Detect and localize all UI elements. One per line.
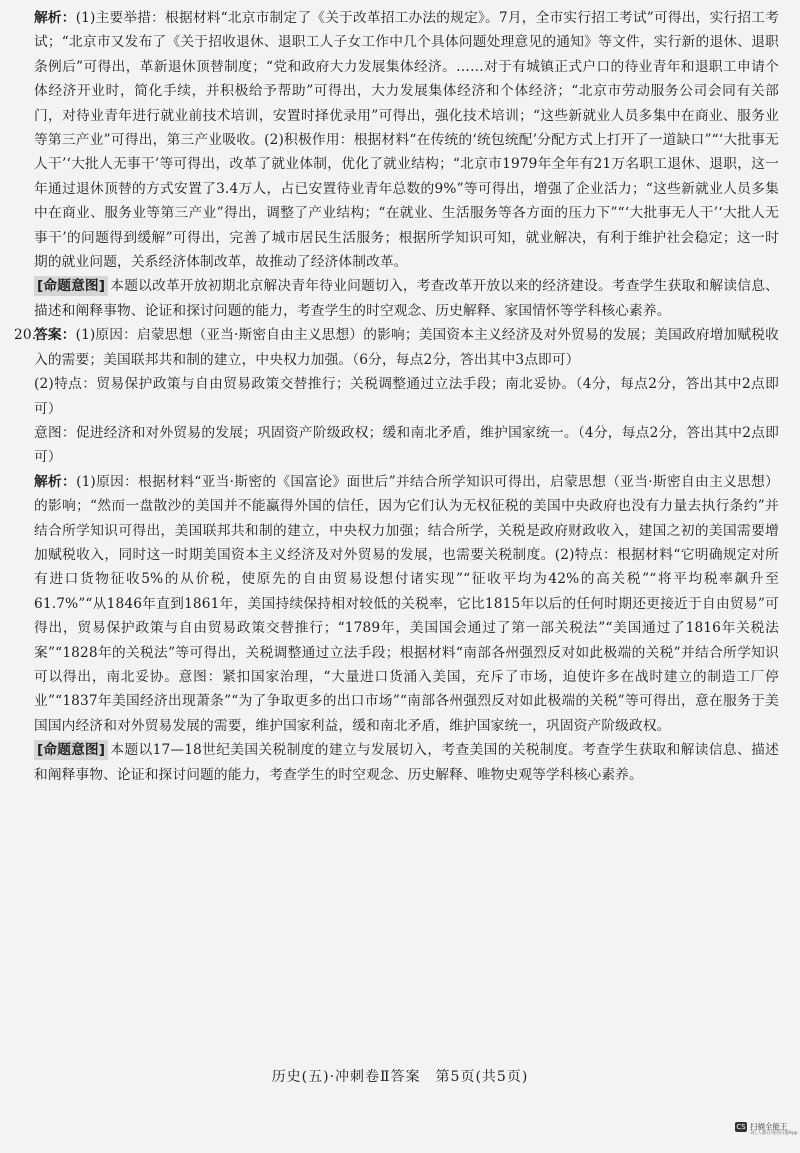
analysis-paragraph-19 — [34, 6, 779, 274]
analysis-label: 解析： — [34, 10, 76, 26]
answer-part-2: (2)特点：贸易保护政策与自由贸易政策交替推行；关税调整通过立法手段；南北妥协。（4分，每点2分，答出其中2点即可） — [34, 376, 779, 417]
scanner-name: 扫描全能王 — [750, 1122, 788, 1131]
scanner-logo-icon: CS — [736, 1123, 746, 1131]
scanner-subtitle: 3亿人都在用的扫描App — [750, 1131, 798, 1136]
page-footer: 历史(五)·冲刺卷Ⅱ答案 第5页(共5页) — [271, 1069, 529, 1085]
intent-label: [命题意图] — [34, 276, 108, 296]
intent-text: 本题以17—18世纪美国关税制度的建立与发展切入，考查美国的关税制度。考查学生获取和解读信息、描述和阐释事物、论证和探讨问题的能力，考查学生的时空观念、历史解释、唯物史观等学科核心素养。 — [34, 742, 779, 783]
answer-part-3: 意图：促进经济和对外贸易的发展；巩固资产阶级政权；缓和南北矛盾，维护国家统一。（4分，每点2分，答出其中2点即可） — [34, 424, 779, 466]
analysis-label: 解析： — [34, 473, 77, 490]
answer-part-1: (1)原因：启蒙思想（亚当·斯密自由主义思想）的影响；美国资本主义经济及对外贸易的发展；美国政府增加赋税收入的需要；美国联邦共和制的建立，中央权力加强。（6分，每点2分，答出其中3点即可） — [34, 327, 779, 368]
intent-label: [命题意图] — [34, 740, 108, 760]
analysis-text: (1)原因：根据材料“亚当·斯密的《国富论》面世后”并结合所学知识可得出，启蒙思想（亚当·斯密自由主义思想）的影响；“然而一盘散沙的美国并不能赢得外国的信任，因为它们认为无权征税的美国中央政府也没有力量去执行条约”并结合所学知识可得出，美国联邦共和制的建立，中央权力加强；结合所学，关税是政府财政收入，建国之初的美国需要增加赋税收入，同时这一时期美国资本主义经济及对外贸易的发展，也需要关税制度。(2)特点：根据材料“它明确规定对所有进口货物征收5%的从价税，使原先的自由贸易设想付诸实现”“征收平均为42%的高关税”“将平均税率飙升至61.7%”“从1846年直到1861年，美国持续保持相对较低的关税率，它比1815年以后的任何时期还更接近于自由贸易”可得出，贸易保护政策与自由贸易政策交替推行；“1789年，美国国会通过了第一部关税法”“美国通过了1816年关税法案”“1828年的关税法”等可得出，关税调整通过立法手段；根据材料“南部各州强烈反对如此极端的关税”并结合所学知识可以得出，南北妥协。意图：紧扣国家治理，“大量进口货涌入美国，充斥了市场，迫使许多在战时建立的制造工厂停业”“1837年美国经济出现萧条”“为了争取更多的出口市场”“南部各州强烈反对如此极端的关税”等可得出，意在服务于美国国内经济和对外贸易发展的需要，维护国家利益，缓和南北矛盾，维护国家统一，巩固资产阶级政权。 — [34, 473, 779, 734]
analysis-text: (1)主要举措：根据材料“北京市制定了《关于改革招工办法的规定》。7月，全市实行招工考试”可得出，实行招工考试；“北京市又发布了《关于招收退休、退职工人子女工作中几个具体问题处理意见的通知》等文件，实行新的退休、退职条例后”可得出，革新退休顶替制度；“党和政府大力发展集体经济。……对于有城镇正式户口的待业青年和退职工申请个体经济开业时，简化手续，并积极给予帮助”可得出，大力发展集体经济和个体经济；“北京市劳动服务公司会同有关部门，对待业青年进行就业前技术培训，安置时择优录用”可得出，强化技术培训；“这些新就业人员多集中在商业、服务业等第三产业”可得出，第三产业吸收。(2)积极作用：根据材料“在传统的‘统包统配’分配方式上打开了一道缺口”“‘大批事无人干’‘大批人无事干’等可得出，改革了就业体制，优化了就业结构；“北京市1979年全年有21万名职工退休、退职，这一年通过退休顶替的方式安置了3.4万人，占已安置待业青年总数的9%”等可得出，增强了企业活力；“这些新就业人员多集中在商业、服务业等第三产业”得出，调整了产业结构；“在就业、生活服务等各方面的压力下”“‘大批事无人干’‘大批人无事干’的问题得到缓解”可得出，完善了城市居民生活服务；根据所学知识可知，就业解决，有利于维护社会稳定；这一时期的就业问题，关系经济体制改革，故推动了经济体制改革。 — [34, 10, 779, 271]
intent-paragraph-19 — [34, 274, 779, 323]
scanner-watermark — [735, 1122, 798, 1137]
answer-label: 答案： — [34, 327, 76, 344]
intent-text: 本题以改革开放初期北京解决青年待业问题切入，考查改革开放以来的经济建设。考查学生获取和解读信息、描述和阐释事物、论证和探讨问题的能力，考查学生的时空观念、历史解释、家国情怀等学科核心素养。 — [34, 278, 779, 319]
question-number: 20. — [14, 327, 37, 344]
answer-page — [14, 6, 779, 787]
analysis-paragraph-20 — [34, 470, 779, 738]
answer-paragraph-20 — [14, 323, 779, 372]
intent-paragraph-20 — [34, 738, 779, 787]
